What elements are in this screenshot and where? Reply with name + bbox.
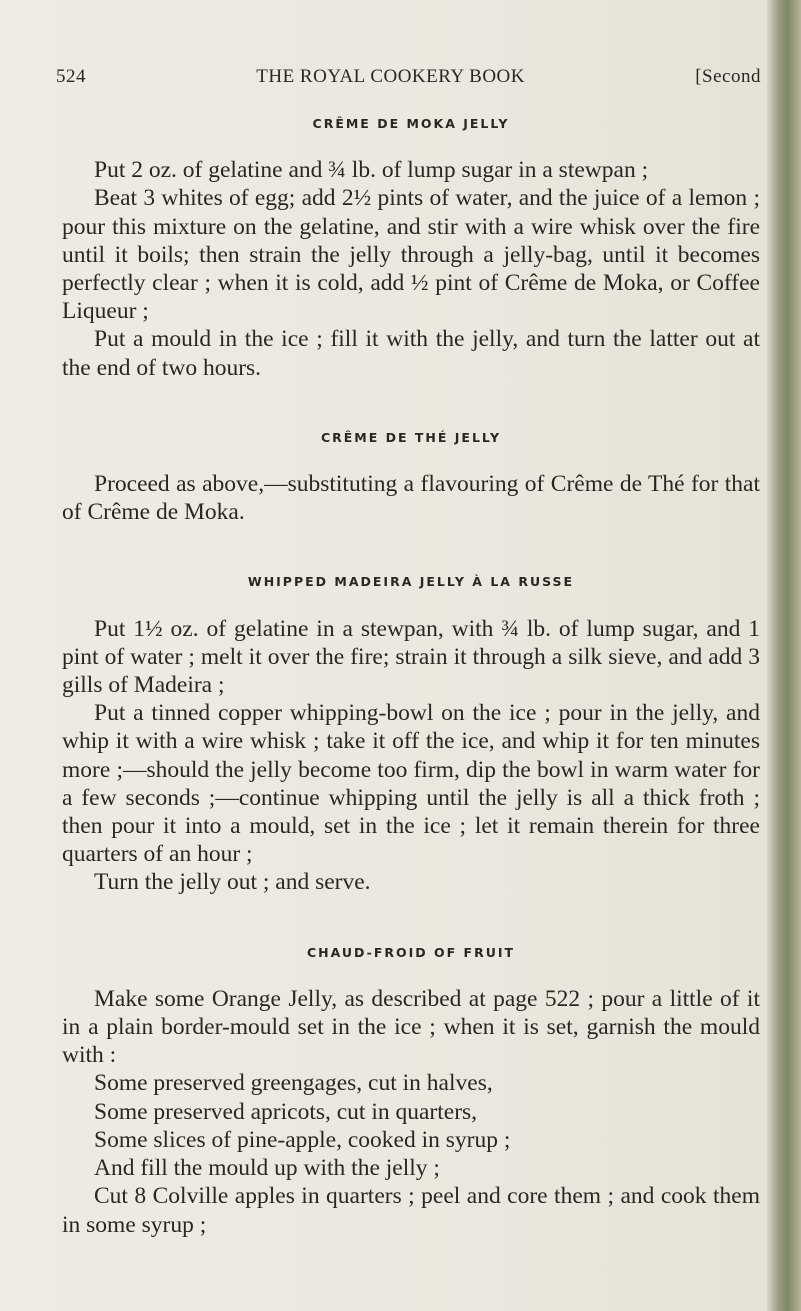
page-content [62,110,760,1239]
page-edge [767,0,801,1311]
page-number: 524 [56,66,86,87]
recipe-heading: CRÊME DE THÉ JELLY [320,429,502,445]
running-head [56,66,761,88]
recipe-paragraph: Put a mould in the ice ; fill it with the jelly, and turn the latter out at the end of two hours. [62,326,760,381]
recipe-paragraph: Put 1½ oz. of gelatine in a stewpan, with ¾ lb. of lump sugar, and 1 pint of water ; melt it over the fire; strain it through a silk sieve, and add 3 gills of Madeira ; [62,615,760,699]
recipe-paragraph: Turn the jelly out ; and serve. [94,869,371,896]
recipe-list-item: Some preserved greengages, cut in halves, [94,1070,493,1097]
recipe-paragraph: And fill the mould up with the jelly ; [94,1155,440,1182]
section-label: [Second [695,66,761,87]
recipe-paragraph: Beat 3 whites of egg; add 2½ pints of water, and the juice of a lemon ; pour this mixture on the gelatine, and stir with a wire whisk over the fire until it boils; then strain the jelly through a jelly-bag, until it becomes perfectly clear ; when it is cold, add ½ pint of Crême de Moka, or Coffee Liqueur ; [62,185,760,325]
recipe-list-item: Some slices of pine-apple, cooked in syrup ; [94,1126,511,1153]
recipe-paragraph: Make some Orange Jelly, as described at page 522 ; pour a little of it in a plain border-mould set in the ice ; when it is set, garnish the mould with : [62,985,760,1069]
recipe-heading: CRÊME DE MOKA JELLY [312,116,510,131]
recipe-paragraph: Put 2 oz. of gelatine and ¾ lb. of lump sugar in a stewpan ; [94,157,649,184]
recipe-heading: WHIPPED MADEIRA JELLY À LA RUSSE [247,574,575,590]
book-title: THE ROYAL COOKERY BOOK [256,66,525,87]
recipe-paragraph: Proceed as above,—substituting a flavouring of Crême de Thé for that of Crême de Moka. [62,471,760,526]
recipe-list-item: Some preserved apricots, cut in quarters, [94,1098,478,1125]
recipe-heading: CHAUD-FROID OF FRUIT [306,944,516,960]
recipe-paragraph: Cut 8 Colville apples in quarters ; peel and core them ; and cook them in some syrup ; [62,1183,760,1238]
recipe-paragraph: Put a tinned copper whipping-bowl on the ice ; pour in the jelly, and whip it with a wire whisk ; take it off the ice, and whip it for ten minutes more ;—should the jelly become too firm, dip the bowl in warm water for a few seconds ;—continue whipping until the jelly is all a thick froth ; then pour it into a mould, set in the ice ; let it remain therein for three quarters of an hour ; [62,700,760,868]
